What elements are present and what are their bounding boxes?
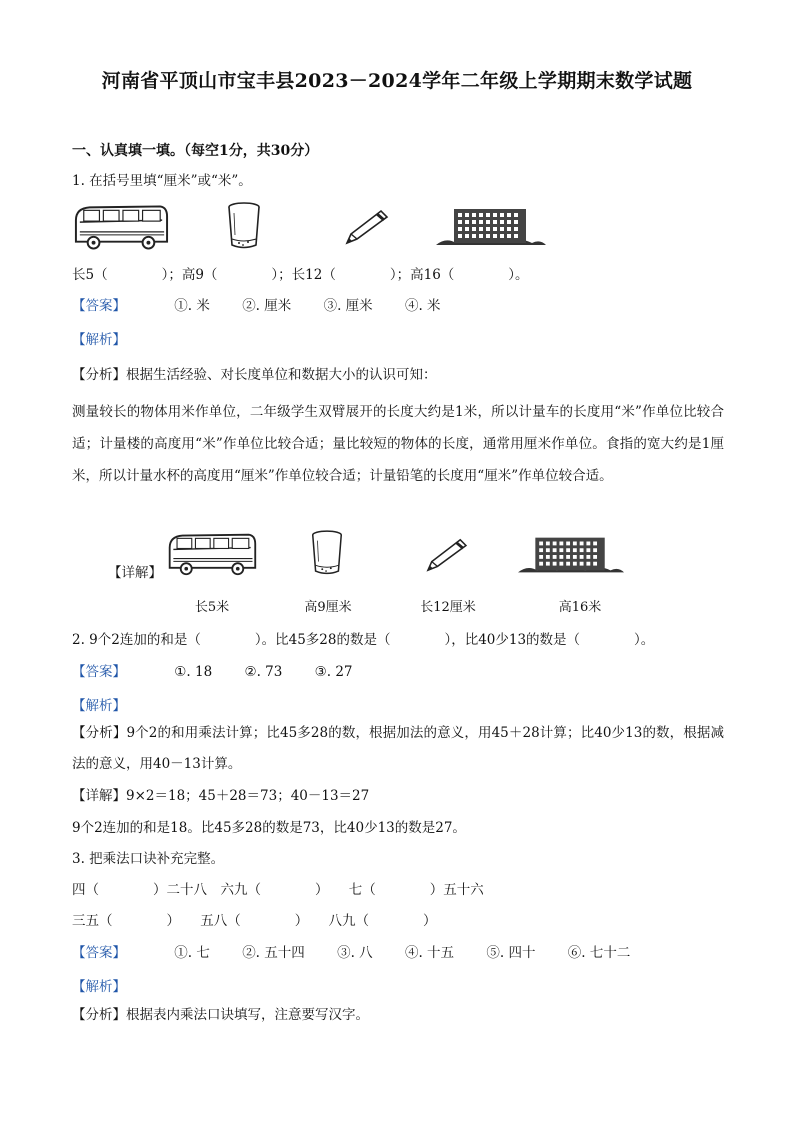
q1-answer-row — [72, 297, 469, 315]
bus-icon — [166, 530, 258, 578]
answer-item: ⑥. 七十二 — [567, 945, 631, 961]
detail-tag: 【详解】 — [72, 788, 126, 804]
building-icon — [436, 206, 546, 248]
q3-answer-row — [72, 944, 658, 962]
glass-icon — [308, 528, 346, 578]
caption-pencil: 长12厘米 — [420, 600, 476, 615]
answer-item: ②. 五十四 — [242, 945, 305, 961]
q2-detail — [72, 787, 369, 805]
analysis-tag: 【解析】 — [72, 332, 126, 348]
q1-stem: 1. 在括号里填“厘米”或“米”。 — [72, 173, 252, 189]
q3-row2: 三五（ ） 五八（ ） 八九（ ） — [72, 913, 437, 929]
answer-item: ①. 七 — [174, 945, 210, 961]
analysis-tag: 【解析】 — [72, 698, 126, 714]
fenxi-tag: 【分析】 — [72, 725, 127, 741]
q2-conclusion: 9个2连加的和是18。比45多28的数是73，比40少13的数是27。 — [72, 820, 466, 836]
answer-item: ④. 米 — [404, 298, 441, 314]
q2-detail-text: 9×2＝18；45＋28＝73；40－13＝27 — [126, 788, 370, 804]
answer-tag: 【答案】 — [72, 298, 126, 314]
q1-explanation: 测量较长的物体用米作单位，二年级学生双臂展开的长度大约是1米，所以计量车的长度用“米”作单位比较合适；计量楼的高度用“米”作单位比较合适；量比较短的物体的长度，通常用厘米作单位。食指的宽大约是1厘米，所以计量水杯的高度用“厘米”作单位较合适；计量铅笔的长度用“厘米”作单位较合适。 — [72, 404, 724, 484]
detail-tag: 【详解】 — [108, 565, 162, 581]
fenxi-tag: 【分析】 — [72, 1007, 126, 1023]
caption-glass: 高9厘米 — [304, 600, 352, 615]
answer-tag: 【答案】 — [72, 945, 126, 961]
q1-fenxi — [72, 366, 437, 384]
answer-item: ①. 18 — [174, 664, 213, 680]
pencil-icon — [340, 207, 392, 247]
answer-item: ③. 27 — [314, 664, 353, 680]
caption-bus: 长5米 — [194, 600, 230, 615]
q3-fenxi-text: 根据表内乘法口诀填写，注意要写汉字。 — [126, 1007, 369, 1023]
answer-item: ③. 厘米 — [323, 298, 373, 314]
q3-row1: 四（ ）二十八 六九（ ） 七（ ）五十六 — [72, 882, 484, 898]
answer-item: ②. 厘米 — [242, 298, 292, 314]
answer-item: ③. 八 — [337, 945, 373, 961]
q2-answer-row — [72, 663, 381, 681]
q2-fenxi-text: 9个2的和用乘法计算；比45多28的数，根据加法的意义，用45＋28计算；比40少13的数，根据减法的意义，用40－13计算。 — [72, 725, 725, 772]
pencil-icon — [422, 536, 470, 574]
caption-building: 高16米 — [558, 600, 602, 615]
page-title: 河南省平顶山市宝丰县2023－2024学年二年级上学期期末数学试题 — [101, 70, 693, 92]
section-heading: 一、认真填一填。（每空1分，共30分） — [72, 143, 319, 159]
q2-fenxi — [72, 718, 724, 780]
fenxi-tag: 【分析】 — [72, 367, 126, 383]
answer-tag: 【答案】 — [72, 664, 126, 680]
q2-stem: 2. 9个2连加的和是（ ）。比45多28的数是（ ），比40少13的数是（ ）。 — [72, 632, 655, 648]
glass-icon — [224, 200, 264, 252]
answer-item: ②. 73 — [244, 664, 283, 680]
building-icon — [518, 534, 624, 576]
q1-blanks: 长5（ ）；高9（ ）；长12（ ）；高16（ ）。 — [72, 267, 529, 283]
q1-fenxi-text: 根据生活经验、对长度单位和数据大小的认识可知： — [126, 367, 437, 383]
q3-fenxi — [72, 1006, 369, 1024]
q3-stem: 3. 把乘法口诀补充完整。 — [72, 851, 225, 867]
answer-item: ①. 米 — [174, 298, 210, 314]
answer-item: ⑤. 四十 — [486, 945, 536, 961]
analysis-tag: 【解析】 — [72, 979, 126, 995]
bus-icon — [72, 202, 170, 252]
answer-item: ④. 十五 — [404, 945, 455, 961]
